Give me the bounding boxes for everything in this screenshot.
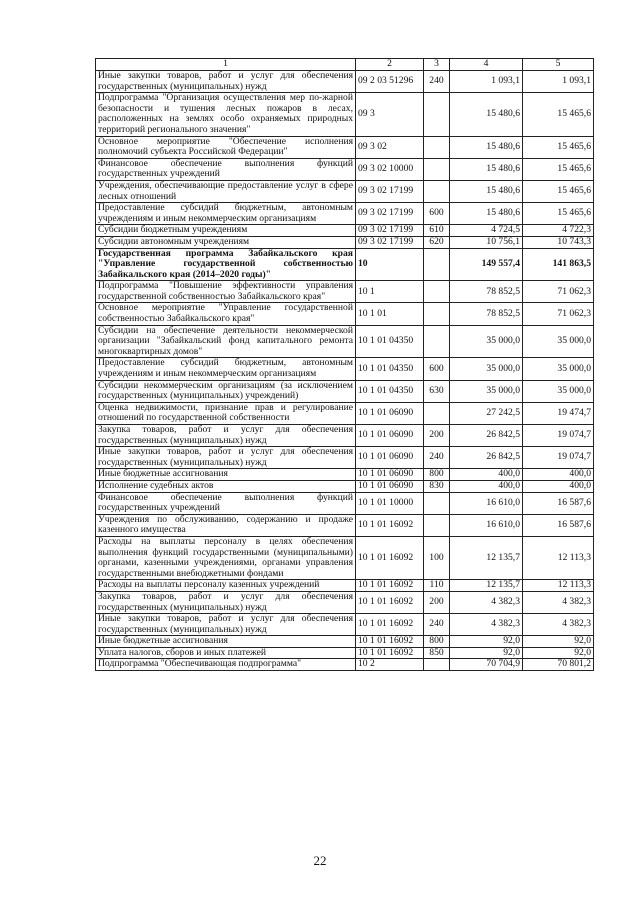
row-amount-col5-cell: 12 113,3 bbox=[523, 536, 594, 579]
header-col-4: 4 bbox=[450, 59, 523, 71]
row-name-cell: Иные закупки товаров, работ и услуг для обеспечения государственных (муниципальных) нужд bbox=[96, 447, 356, 469]
table-row bbox=[96, 402, 594, 424]
row-amount-col4-cell: 78 852,5 bbox=[450, 281, 523, 303]
row-name-cell: Исполнение судебных актов bbox=[96, 480, 356, 492]
row-name-cell: Оценка недвижимости, признание прав и регулирование отношений по государственной собственности bbox=[96, 402, 356, 424]
row-name-cell: Иные закупки товаров, работ и услуг для обеспечения государственных (муниципальных) нужд bbox=[96, 71, 356, 93]
row-name-cell: Субсидии некоммерческим организациям (за исключением государственных (муниципальных) учреждений) bbox=[96, 380, 356, 402]
page-number: 22 bbox=[313, 853, 327, 868]
row-amount-col4-cell: 27 242,5 bbox=[450, 402, 523, 424]
row-amount-col5-cell: 16 587,6 bbox=[523, 492, 594, 514]
row-amount-col4-cell: 70 704,9 bbox=[450, 659, 523, 671]
row-code-cell: 10 1 01 16092 bbox=[356, 536, 424, 579]
row-amount-col4-cell: 10 756,1 bbox=[450, 236, 523, 248]
table-row bbox=[96, 158, 594, 180]
row-amount-col5-cell: 92,0 bbox=[523, 636, 594, 648]
table-row bbox=[96, 71, 594, 93]
row-expense-type-cell bbox=[424, 659, 450, 671]
row-amount-col5-cell: 35 000,0 bbox=[523, 325, 594, 358]
row-amount-col5-cell: 15 465,6 bbox=[523, 180, 594, 202]
row-code-cell: 10 1 01 16092 bbox=[356, 580, 424, 592]
row-amount-col5-cell: 35 000,0 bbox=[523, 358, 594, 380]
header-col-5: 5 bbox=[523, 59, 594, 71]
row-code-cell: 09 3 02 17199 bbox=[356, 236, 424, 248]
row-expense-type-cell bbox=[424, 180, 450, 202]
row-code-cell: 10 1 01 16092 bbox=[356, 614, 424, 636]
row-name-cell: Иные бюджетные ассигнования bbox=[96, 469, 356, 481]
table-row bbox=[96, 492, 594, 514]
row-name-cell: Учреждения по обслуживанию, содержанию и продаже казенного имущества bbox=[96, 514, 356, 536]
row-amount-col4-cell: 35 000,0 bbox=[450, 325, 523, 358]
row-expense-type-cell bbox=[424, 492, 450, 514]
table-row bbox=[96, 136, 594, 158]
row-amount-col4-cell: 15 480,6 bbox=[450, 180, 523, 202]
table-row bbox=[96, 325, 594, 358]
row-amount-col5-cell: 15 465,6 bbox=[523, 93, 594, 136]
row-amount-col4-cell: 92,0 bbox=[450, 647, 523, 659]
row-expense-type-cell bbox=[424, 248, 450, 281]
row-amount-col5-cell: 4 382,3 bbox=[523, 591, 594, 613]
table-row bbox=[96, 180, 594, 202]
row-expense-type-cell: 240 bbox=[424, 447, 450, 469]
row-amount-col4-cell: 26 842,5 bbox=[450, 447, 523, 469]
row-code-cell: 10 1 01 04350 bbox=[356, 380, 424, 402]
row-expense-type-cell bbox=[424, 514, 450, 536]
table-row bbox=[96, 225, 594, 237]
row-expense-type-cell: 800 bbox=[424, 636, 450, 648]
row-name-cell: Закупка товаров, работ и услуг для обеспечения государственных (муниципальных) нужд bbox=[96, 591, 356, 613]
row-expense-type-cell bbox=[424, 158, 450, 180]
header-col-2: 2 bbox=[356, 59, 424, 71]
row-expense-type-cell: 240 bbox=[424, 71, 450, 93]
row-name-cell: Предоставление субсидий бюджетным, автономным учреждениям и иным некоммерческим организациям bbox=[96, 358, 356, 380]
row-expense-type-cell bbox=[424, 93, 450, 136]
row-expense-type-cell: 110 bbox=[424, 580, 450, 592]
table-row bbox=[96, 647, 594, 659]
row-amount-col5-cell: 16 587,6 bbox=[523, 514, 594, 536]
row-amount-col4-cell: 15 480,6 bbox=[450, 136, 523, 158]
row-code-cell: 10 1 01 16092 bbox=[356, 647, 424, 659]
row-amount-col4-cell: 16 610,0 bbox=[450, 514, 523, 536]
row-amount-col4-cell: 15 480,6 bbox=[450, 93, 523, 136]
row-expense-type-cell: 620 bbox=[424, 236, 450, 248]
table-row bbox=[96, 480, 594, 492]
row-expense-type-cell: 830 bbox=[424, 480, 450, 492]
row-name-cell: Финансовое обеспечение выполнения функций государственных учреждений bbox=[96, 158, 356, 180]
table-row bbox=[96, 281, 594, 303]
row-amount-col5-cell: 71 062,3 bbox=[523, 281, 594, 303]
row-amount-col4-cell: 15 480,6 bbox=[450, 158, 523, 180]
table-row bbox=[96, 580, 594, 592]
row-code-cell: 09 3 02 10000 bbox=[356, 158, 424, 180]
table-row bbox=[96, 248, 594, 281]
row-name-cell: Подпрограмма "Организация осуществления мер по-жарной безопасности и тушения лесных пожаров в лесах, расположенных на землях особо охраняемых природных территорий регионального значения" bbox=[96, 93, 356, 136]
row-code-cell: 10 1 01 04350 bbox=[356, 325, 424, 358]
row-name-cell: Субсидии автономным учреждениям bbox=[96, 236, 356, 248]
row-amount-col4-cell: 16 610,0 bbox=[450, 492, 523, 514]
row-code-cell: 10 1 01 04350 bbox=[356, 358, 424, 380]
row-amount-col5-cell: 15 465,6 bbox=[523, 136, 594, 158]
row-code-cell: 10 1 01 bbox=[356, 303, 424, 325]
table-row bbox=[96, 425, 594, 447]
row-amount-col5-cell: 92,0 bbox=[523, 647, 594, 659]
row-name-cell: Закупка товаров, работ и услуг для обеспечения государственных (муниципальных) нужд bbox=[96, 425, 356, 447]
row-expense-type-cell: 100 bbox=[424, 536, 450, 579]
row-name-cell: Основное мероприятие "Обеспечение исполнения полномочий субъекта Российской Федерации" bbox=[96, 136, 356, 158]
row-code-cell: 09 2 03 51296 bbox=[356, 71, 424, 93]
row-code-cell: 09 3 02 17199 bbox=[356, 203, 424, 225]
row-name-cell: Иные бюджетные ассигнования bbox=[96, 636, 356, 648]
row-amount-col5-cell: 71 062,3 bbox=[523, 303, 594, 325]
row-code-cell: 10 1 01 06090 bbox=[356, 402, 424, 424]
table-row bbox=[96, 514, 594, 536]
table-row bbox=[96, 469, 594, 481]
row-code-cell: 10 1 01 16092 bbox=[356, 591, 424, 613]
row-name-cell: Уплата налогов, сборов и иных платежей bbox=[96, 647, 356, 659]
row-amount-col5-cell: 400,0 bbox=[523, 480, 594, 492]
table-row bbox=[96, 303, 594, 325]
row-amount-col4-cell: 4 724,5 bbox=[450, 225, 523, 237]
row-name-cell: Финансовое обеспечение выполнения функций государственных учреждений bbox=[96, 492, 356, 514]
row-name-cell: Подпрограмма "Обеспечивающая подпрограмма" bbox=[96, 659, 356, 671]
row-amount-col5-cell: 35 000,0 bbox=[523, 380, 594, 402]
row-name-cell: Расходы на выплаты персоналу казенных учреждений bbox=[96, 580, 356, 592]
row-amount-col4-cell: 78 852,5 bbox=[450, 303, 523, 325]
row-code-cell: 10 1 01 06090 bbox=[356, 469, 424, 481]
row-amount-col4-cell: 15 480,6 bbox=[450, 203, 523, 225]
budget-table bbox=[95, 58, 594, 671]
table-row bbox=[96, 447, 594, 469]
row-amount-col4-cell: 4 382,3 bbox=[450, 591, 523, 613]
row-amount-col4-cell: 4 382,3 bbox=[450, 614, 523, 636]
row-amount-col5-cell: 141 863,5 bbox=[523, 248, 594, 281]
row-name-cell: Подпрограмма "Повышение эффективности управления государственной собственностью Забайкальского края" bbox=[96, 281, 356, 303]
row-amount-col5-cell: 19 074,7 bbox=[523, 425, 594, 447]
table-row bbox=[96, 614, 594, 636]
row-expense-type-cell bbox=[424, 281, 450, 303]
row-code-cell: 10 1 01 16092 bbox=[356, 636, 424, 648]
table-row bbox=[96, 380, 594, 402]
row-amount-col4-cell: 26 842,5 bbox=[450, 425, 523, 447]
row-amount-col4-cell: 35 000,0 bbox=[450, 358, 523, 380]
table-row bbox=[96, 236, 594, 248]
row-amount-col5-cell: 19 474,7 bbox=[523, 402, 594, 424]
row-amount-col5-cell: 15 465,6 bbox=[523, 158, 594, 180]
row-code-cell: 10 bbox=[356, 248, 424, 281]
row-amount-col5-cell: 10 743,3 bbox=[523, 236, 594, 248]
row-amount-col4-cell: 400,0 bbox=[450, 469, 523, 481]
row-amount-col4-cell: 12 135,7 bbox=[450, 580, 523, 592]
row-expense-type-cell: 800 bbox=[424, 469, 450, 481]
row-code-cell: 09 3 bbox=[356, 93, 424, 136]
row-code-cell: 09 3 02 bbox=[356, 136, 424, 158]
row-code-cell: 10 1 01 06090 bbox=[356, 447, 424, 469]
row-expense-type-cell: 630 bbox=[424, 380, 450, 402]
header-col-3: 3 bbox=[424, 59, 450, 71]
row-name-cell: Расходы на выплаты персоналу в целях обеспечения выполнения функций государственными (муниципальными) органами, казенными учреждениями, органами управления государственными внебюджетными фондами bbox=[96, 536, 356, 579]
table-header-row bbox=[96, 59, 594, 71]
row-code-cell: 10 1 01 06090 bbox=[356, 480, 424, 492]
row-expense-type-cell: 610 bbox=[424, 225, 450, 237]
row-code-cell: 09 3 02 17199 bbox=[356, 180, 424, 202]
row-expense-type-cell bbox=[424, 303, 450, 325]
table-row bbox=[96, 536, 594, 579]
row-name-cell: Учреждения, обеспечивающие предоставление услуг в сфере лесных отношений bbox=[96, 180, 356, 202]
row-expense-type-cell: 600 bbox=[424, 203, 450, 225]
row-amount-col5-cell: 12 113,3 bbox=[523, 580, 594, 592]
row-amount-col5-cell: 1 093,1 bbox=[523, 71, 594, 93]
row-name-cell: Субсидии на обеспечение деятельности некоммерческой организации "Забайкальский фонд капитального ремонта многоквартирных домов" bbox=[96, 325, 356, 358]
row-code-cell: 09 3 02 17199 bbox=[356, 225, 424, 237]
row-expense-type-cell: 200 bbox=[424, 425, 450, 447]
table-row bbox=[96, 203, 594, 225]
table-body bbox=[96, 71, 594, 671]
table-row bbox=[96, 591, 594, 613]
table-row bbox=[96, 636, 594, 648]
row-amount-col4-cell: 92,0 bbox=[450, 636, 523, 648]
row-name-cell: Основное мероприятие "Управление государственной собственностью Забайкальского края" bbox=[96, 303, 356, 325]
table-row bbox=[96, 659, 594, 671]
header-col-1: 1 bbox=[96, 59, 356, 71]
row-name-cell: Государственная программа Забайкальского края "Управление государственной собственностью Забайкальского края (2014–2020 годы)" bbox=[96, 248, 356, 281]
row-code-cell: 10 1 01 10000 bbox=[356, 492, 424, 514]
row-expense-type-cell: 850 bbox=[424, 647, 450, 659]
row-expense-type-cell bbox=[424, 325, 450, 358]
row-amount-col4-cell: 1 093,1 bbox=[450, 71, 523, 93]
row-amount-col5-cell: 70 801,2 bbox=[523, 659, 594, 671]
row-expense-type-cell: 240 bbox=[424, 614, 450, 636]
row-name-cell: Предоставление субсидий бюджетным, автономным учреждениям и иным некоммерческим организациям bbox=[96, 203, 356, 225]
row-code-cell: 10 1 01 06090 bbox=[356, 425, 424, 447]
row-amount-col4-cell: 12 135,7 bbox=[450, 536, 523, 579]
row-code-cell: 10 1 01 16092 bbox=[356, 514, 424, 536]
table-row bbox=[96, 358, 594, 380]
row-amount-col5-cell: 4 382,3 bbox=[523, 614, 594, 636]
row-expense-type-cell bbox=[424, 136, 450, 158]
table-row bbox=[96, 93, 594, 136]
row-name-cell: Субсидии бюджетным учреждениям bbox=[96, 225, 356, 237]
row-amount-col5-cell: 15 465,6 bbox=[523, 203, 594, 225]
row-amount-col4-cell: 149 557,4 bbox=[450, 248, 523, 281]
row-name-cell: Иные закупки товаров, работ и услуг для обеспечения государственных (муниципальных) нужд bbox=[96, 614, 356, 636]
row-code-cell: 10 2 bbox=[356, 659, 424, 671]
row-expense-type-cell: 200 bbox=[424, 591, 450, 613]
row-amount-col5-cell: 19 074,7 bbox=[523, 447, 594, 469]
row-expense-type-cell bbox=[424, 402, 450, 424]
row-amount-col4-cell: 400,0 bbox=[450, 480, 523, 492]
row-code-cell: 10 1 bbox=[356, 281, 424, 303]
row-expense-type-cell: 600 bbox=[424, 358, 450, 380]
row-amount-col5-cell: 400,0 bbox=[523, 469, 594, 481]
row-amount-col5-cell: 4 722,3 bbox=[523, 225, 594, 237]
row-amount-col4-cell: 35 000,0 bbox=[450, 380, 523, 402]
